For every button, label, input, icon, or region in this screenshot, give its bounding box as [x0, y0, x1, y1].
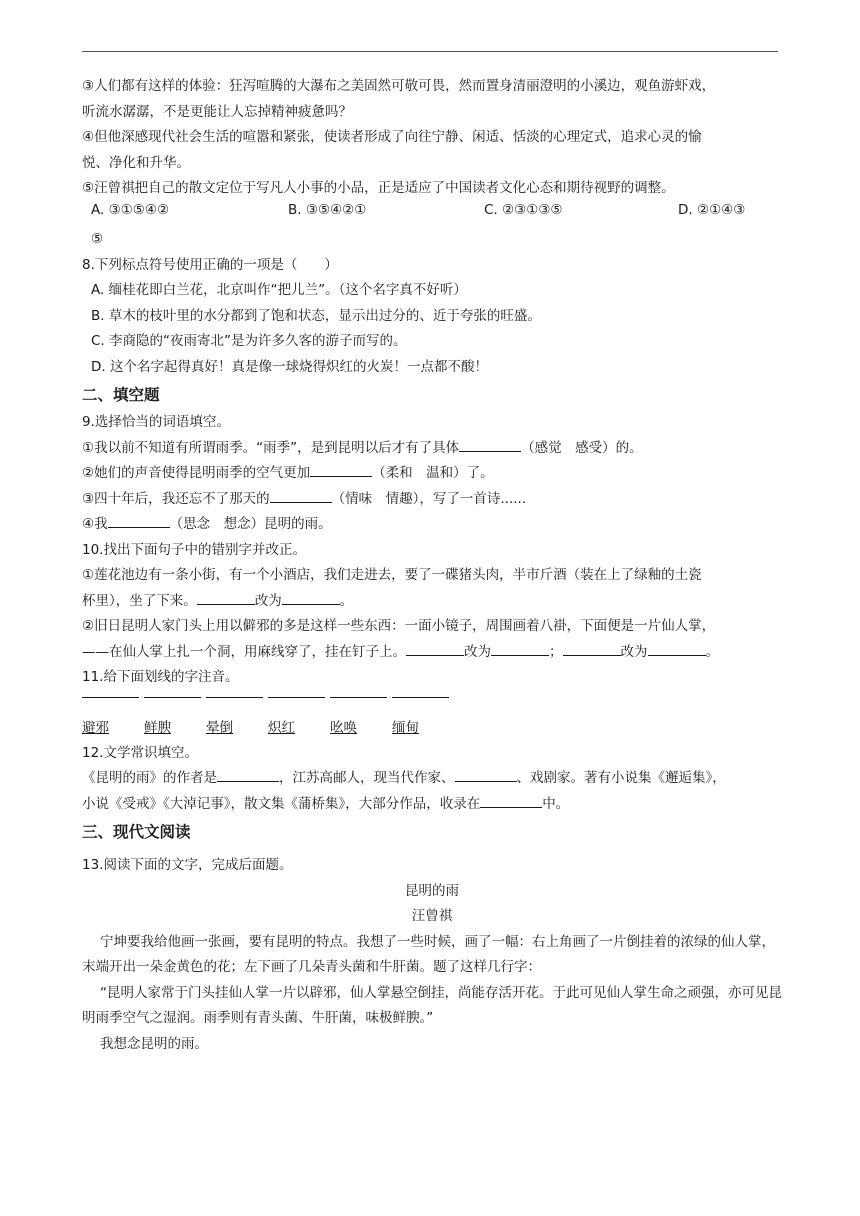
q10-line-2	[82, 589, 782, 615]
q10-blank-correct-3[interactable]	[648, 641, 706, 656]
q10-l2-text: 杯里），坐了下来。	[82, 592, 197, 609]
q11-pinyin-blank-2[interactable]	[144, 697, 201, 698]
q7-option-d-cont: ⑤	[91, 231, 104, 247]
q9-blank-4[interactable]	[108, 513, 170, 528]
q8-option-a[interactable]: A. 缅桂花即白兰花，北京叫作“把儿兰”。（这个名字真不好听）	[91, 282, 467, 298]
q11-words	[82, 716, 782, 741]
q10-l4-text: ——在仙人掌上扎一个洞，用麻线穿了，挂在钉子上。	[82, 643, 406, 660]
q13-stem: 13.阅读下面的文字，完成后面题。	[82, 857, 293, 873]
passage-title: 昆明的雨	[405, 882, 459, 899]
q10-period-2: 。	[705, 643, 719, 660]
q12-l1-text-c: 、戏剧家。著有小说集《邂逅集》，	[516, 770, 726, 786]
q9-l3-choices: （情味 情趣），写了一首诗......	[331, 490, 527, 507]
q12-stem: 12.文学常识填空。	[82, 744, 198, 761]
q11-word-6: 缅甸	[392, 719, 419, 736]
passage-paragraph-3: 我想念昆明的雨。	[100, 1035, 208, 1052]
q11-pinyin-blank-3[interactable]	[206, 697, 263, 698]
q9-line-4	[82, 512, 782, 538]
document-body	[82, 74, 782, 1057]
q7-option-b[interactable]: B. ③⑤④②①	[288, 201, 367, 218]
q7-option-c[interactable]: C. ②③①③⑤	[484, 201, 563, 218]
q11-word-5: 吆唤	[330, 719, 357, 736]
passage-paragraph-1: 宁坤要我给他画一张画，要有昆明的特点。我想了一些时候，画了一幅：右上角画了一片倒挂着的浓绿的仙人掌，末端开出一朵金黄色的花；左下画了几朵青头菌和牛肝菌。题了这样几行字：	[82, 933, 775, 975]
q11-pinyin-blank-5[interactable]	[330, 697, 387, 698]
q9-blank-2[interactable]	[310, 462, 372, 477]
q8-option-b[interactable]: B. 草木的枝叶里的水分都到了饱和状态，显示出过分的、近于夸张的旺盛。	[91, 307, 541, 324]
q7-item-4: ④但他深感现代社会生活的喧嚣和紧张，使读者形成了向往宁静、闲适、恬淡的心理定式，追求心灵的愉	[82, 129, 702, 145]
q9-line-2	[82, 461, 782, 487]
q12-blank-author[interactable]	[217, 767, 279, 782]
q10-line-4	[82, 640, 782, 666]
q7-item-3: ③人们都有这样的体验：狂泻喧腾的大瀑布之美固然可敬可畏，然而置身清丽澄明的小溪边，观鱼游虾戏，	[82, 78, 716, 94]
q12-l1-text-b: ，江苏高邮人，现当代作家、	[279, 770, 455, 786]
q9-l3-text: ③四十年后，我还忘不了那天的	[82, 490, 270, 507]
q8-option-d[interactable]: D. 这个名字起得真好！真是像一球烧得炽红的火炭！一点都不酸！	[91, 358, 488, 375]
q10-period: 。	[339, 592, 354, 609]
section-heading-fill-in: 二、填空题	[82, 386, 160, 404]
section-heading-reading: 三、现代文阅读	[82, 823, 191, 841]
q10-gai-label-3: 改为	[620, 643, 648, 660]
q9-blank-1[interactable]	[459, 437, 521, 452]
q9-l4-text: ④我	[82, 516, 108, 532]
header-rule	[82, 51, 778, 52]
q10-line-3: ②旧日昆明人家门头上用以僻邪的多是这样一些东西：一面小镜子，周围画着八褂，下面便是一片仙人掌，	[82, 618, 716, 634]
q10-blank-correct-2[interactable]	[491, 641, 549, 656]
q10-blank-correct-1[interactable]	[282, 590, 340, 605]
q10-gai-label-2: 改为	[464, 643, 491, 660]
q7-item-5: ⑤汪曾祺把自己的散文定位于写凡人小事的小品，正是适应了中国读者文化心态和期待视野的调整。	[82, 180, 675, 196]
passage-paragraph-2: “昆明人家常于门头挂仙人掌一片以辟邪，仙人掌悬空倒挂，尚能存活开花。于此可见仙人掌生命之顽强，亦可见昆明雨季空气之湿润。雨季则有青头菌、牛肝菌，味极鲜腴。”	[82, 984, 782, 1026]
q12-blank-collection[interactable]	[480, 793, 542, 808]
q12-l2-end: 中。	[542, 795, 570, 812]
q7-item-3-cont: 听流水潺潺，不是更能让人忘掉精神疲惫吗？	[82, 103, 352, 120]
q11-word-2: 鲜腴	[144, 719, 171, 736]
q7-option-a[interactable]: A. ③①⑤④②	[91, 201, 170, 218]
q11-word-1: 避邪	[82, 719, 109, 736]
q11-stem: 11.给下面划线的字注音。	[82, 669, 239, 685]
q8-stem: 8.下列标点符号使用正确的一项是（ ）	[82, 256, 338, 273]
q12-line-2	[82, 792, 782, 818]
q9-line-1	[82, 436, 782, 462]
q9-l4-choices: （思念 想念）昆明的雨。	[169, 516, 332, 532]
q10-blank-wrong-3[interactable]	[563, 641, 621, 656]
q12-line-1	[82, 766, 782, 792]
q9-blank-3[interactable]	[270, 488, 332, 503]
q9-l2-choices: （柔和 温和）了。	[372, 465, 494, 481]
q10-line-1: ①莲花池边有一条小街，有一个小酒店，我们走进去，要了一碟猪头肉，半市斤酒（装在上了绿釉的土瓷	[82, 567, 702, 583]
q10-stem: 10.找出下面句子中的错别字并改正。	[82, 541, 306, 558]
q10-gai-label: 改为	[254, 592, 282, 609]
q8-option-c[interactable]: C. 李商隐的“夜雨寄北”是为许多久客的游子而写的。	[91, 333, 407, 349]
q12-l2-text: 小说《受戒》《大淖记事》，散文集《蒲桥集》，大部分作品，收录在	[82, 795, 481, 812]
q7-options	[82, 202, 782, 228]
q9-line-3	[82, 487, 782, 513]
q11-word-3: 晕倒	[206, 719, 233, 736]
q9-stem: 9.选择恰当的词语填空。	[82, 414, 230, 430]
q9-l1-choices: （感觉 感受）的。	[521, 439, 643, 456]
passage-author: 汪曾祺	[411, 908, 453, 924]
q11-pinyin-blanks	[82, 691, 782, 716]
q10-blank-wrong-1[interactable]	[197, 590, 255, 605]
q9-l2-text: ②她们的声音使得昆明雨季的空气更加	[82, 465, 311, 481]
q10-semicolon: ；	[549, 643, 563, 660]
q7-item-4-cont: 悦、净化和升华。	[82, 154, 190, 171]
q11-word-4: 炽红	[268, 719, 295, 736]
q9-l1-text: ①我以前不知道有所谓雨季。“雨季”，是到昆明以后才有了具体	[82, 439, 460, 456]
q12-l1-text-a: 《昆明的雨》的作者是	[82, 770, 217, 786]
q11-pinyin-blank-6[interactable]	[392, 697, 449, 698]
q12-blank-role[interactable]	[455, 767, 517, 782]
q11-pinyin-blank-1[interactable]	[82, 697, 139, 698]
q10-blank-wrong-2[interactable]	[406, 641, 464, 656]
q11-pinyin-blank-4[interactable]	[268, 697, 325, 698]
q7-option-d[interactable]: D. ②①④③	[678, 201, 746, 218]
